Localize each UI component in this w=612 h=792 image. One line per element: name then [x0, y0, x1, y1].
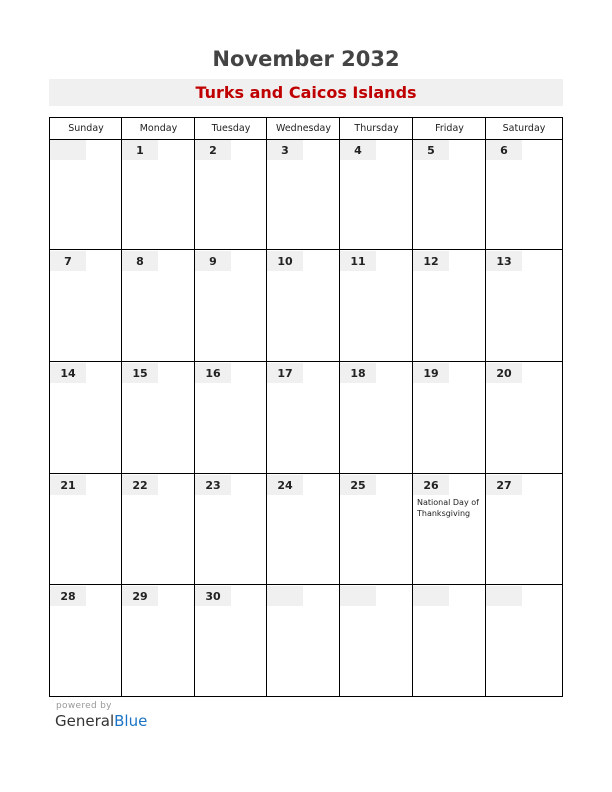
- weekday-monday: Monday: [139, 123, 178, 134]
- brand-general: General: [55, 712, 115, 730]
- day-cell-21[interactable]: [50, 474, 121, 584]
- day-number: 19: [423, 367, 439, 380]
- day-number-box: [195, 363, 231, 383]
- brand-logo[interactable]: [55, 712, 147, 730]
- day-cell-15[interactable]: [122, 362, 194, 473]
- day-number-box: [413, 363, 449, 383]
- day-cell-25[interactable]: [340, 474, 412, 584]
- day-number: 18: [350, 367, 366, 380]
- day-number: 28: [60, 590, 76, 603]
- day-number-box: [340, 251, 376, 271]
- day-number: 4: [354, 144, 362, 157]
- day-cell-22[interactable]: [122, 474, 194, 584]
- day-cell-17[interactable]: [267, 362, 339, 473]
- day-number-box: [267, 586, 303, 606]
- day-cell-16[interactable]: [195, 362, 266, 473]
- empty-day-cell: [50, 139, 121, 249]
- day-number: 15: [132, 367, 148, 380]
- day-number: 21: [60, 479, 76, 492]
- day-cell-7[interactable]: [50, 250, 121, 361]
- day-number-box: [195, 586, 231, 606]
- calendar-grid: [49, 117, 563, 697]
- day-cell-9[interactable]: [195, 250, 266, 361]
- day-number-box: [486, 363, 522, 383]
- day-cell-12[interactable]: [413, 250, 485, 361]
- day-number-box: [50, 475, 86, 495]
- empty-day-cell: [486, 585, 561, 695]
- day-number-box: [340, 586, 376, 606]
- day-number-box: [122, 251, 158, 271]
- day-number-box: [340, 475, 376, 495]
- weekday-saturday: Saturday: [502, 123, 546, 134]
- day-number-box: [50, 363, 86, 383]
- day-number: 7: [64, 255, 72, 268]
- weekday-friday: Friday: [435, 123, 464, 134]
- day-number-box: [195, 251, 231, 271]
- day-number-box: [267, 251, 303, 271]
- day-number-box: [267, 140, 303, 160]
- day-number-box: [486, 140, 522, 160]
- day-number: 27: [496, 479, 512, 492]
- day-cell-4[interactable]: [340, 139, 412, 249]
- day-number-box: [195, 475, 231, 495]
- day-number-box: [413, 586, 449, 606]
- day-number: 30: [205, 590, 221, 603]
- day-cell-28[interactable]: [50, 585, 121, 695]
- day-cell-10[interactable]: [267, 250, 339, 361]
- day-cell-20[interactable]: [486, 362, 561, 473]
- day-number-box: [413, 475, 449, 495]
- day-number: 16: [205, 367, 221, 380]
- day-cell-24[interactable]: [267, 474, 339, 584]
- country-name: Turks and Caicos Islands: [195, 83, 417, 102]
- day-number: 2: [209, 144, 217, 157]
- day-number: 9: [209, 255, 217, 268]
- day-cell-26[interactable]: [413, 474, 485, 584]
- holiday-event[interactable]: National Day of Thanksgiving: [417, 498, 479, 518]
- day-number-box: [122, 586, 158, 606]
- day-cell-2[interactable]: [195, 139, 266, 249]
- day-number: 20: [496, 367, 512, 380]
- day-number-box: [50, 251, 86, 271]
- day-number-box: [50, 586, 86, 606]
- day-number-box: [267, 363, 303, 383]
- day-cell-27[interactable]: [486, 474, 561, 584]
- day-number: 11: [350, 255, 366, 268]
- empty-day-cell: [413, 585, 485, 695]
- day-cell-14[interactable]: [50, 362, 121, 473]
- day-number: 23: [205, 479, 221, 492]
- weekday-tuesday: Tuesday: [211, 123, 251, 134]
- weekday-wednesday: Wednesday: [275, 123, 331, 134]
- day-number-box: [340, 363, 376, 383]
- day-number: 12: [423, 255, 439, 268]
- day-cell-23[interactable]: [195, 474, 266, 584]
- day-number-box: [486, 251, 522, 271]
- day-number-box: [486, 475, 522, 495]
- day-number: 22: [132, 479, 148, 492]
- page-title: November 2032: [212, 47, 400, 71]
- empty-day-cell: [267, 585, 339, 695]
- day-number: 5: [427, 144, 435, 157]
- day-cell-11[interactable]: [340, 250, 412, 361]
- day-number: 14: [60, 367, 76, 380]
- day-number: 1: [136, 144, 144, 157]
- weekday-sunday: Sunday: [68, 123, 104, 134]
- day-number: 29: [132, 590, 148, 603]
- day-number-box: [413, 140, 449, 160]
- day-number: 25: [350, 479, 366, 492]
- day-cell-1[interactable]: [122, 139, 194, 249]
- day-number-box: [486, 586, 522, 606]
- day-number-box: [267, 475, 303, 495]
- day-number: 8: [136, 255, 144, 268]
- day-cell-3[interactable]: [267, 139, 339, 249]
- day-cell-8[interactable]: [122, 250, 194, 361]
- day-cell-13[interactable]: [486, 250, 561, 361]
- day-number-box: [122, 363, 158, 383]
- day-cell-5[interactable]: [413, 139, 485, 249]
- day-number-box: [340, 140, 376, 160]
- brand-blue: Blue: [114, 712, 148, 730]
- day-number-box: [122, 140, 158, 160]
- day-number: 13: [496, 255, 512, 268]
- day-number: 17: [277, 367, 293, 380]
- day-number: 3: [281, 144, 289, 157]
- day-number-box: [413, 251, 449, 271]
- day-number: 10: [277, 255, 293, 268]
- day-cell-6[interactable]: [486, 139, 561, 249]
- country-banner: [49, 79, 563, 106]
- day-cell-29[interactable]: [122, 585, 194, 695]
- empty-day-cell: [340, 585, 412, 695]
- day-number-box: [50, 140, 86, 160]
- powered-by-label: powered by: [56, 701, 112, 711]
- day-number: 26: [423, 479, 439, 492]
- day-number: 6: [500, 144, 508, 157]
- day-cell-18[interactable]: [340, 362, 412, 473]
- day-cell-30[interactable]: [195, 585, 266, 695]
- weekday-thursday: Thursday: [354, 123, 399, 134]
- day-number-box: [195, 140, 231, 160]
- day-number-box: [122, 475, 158, 495]
- day-number: 24: [277, 479, 293, 492]
- day-cell-19[interactable]: [413, 362, 485, 473]
